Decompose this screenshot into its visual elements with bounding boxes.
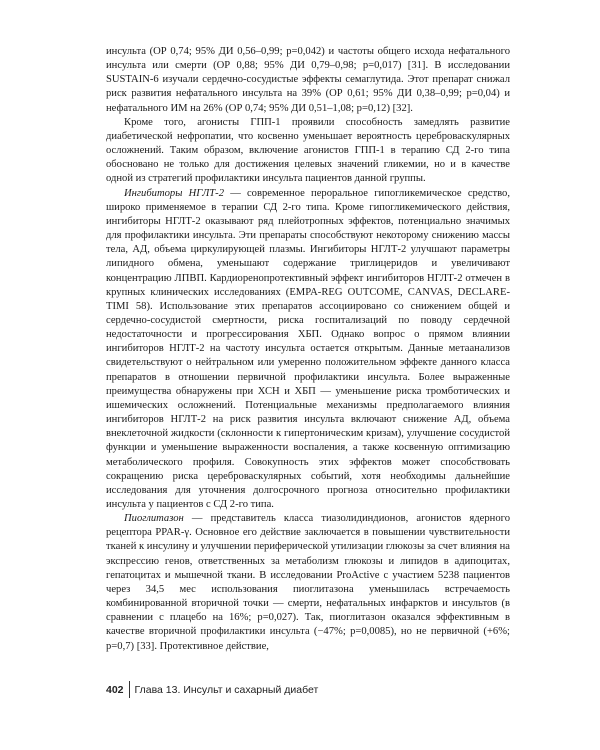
page-footer: [106, 681, 318, 698]
paragraph-text: — современное пероральное гипогликемическое средство, широко применяемое в терапии СД 2-го типа. Кроме гипогликемического действия, ингибиторы НГЛТ-2 оказывают ряд плейотропных эффектов, потенциально значимых для профилактики инсульта. Эти препараты способствуют некоторому снижению массы тела, АД, объема циркулирующей плазмы. Ингибиторы НГЛТ-2 улучшают параметры липидного обмена, уменьшают содержание триглицеридов и увеличивают концентрацию ЛПВП. Кардиоренопротективный эффект ингибиторов НГЛТ-2 отмечен в крупных клинических исследованиях (EMPA-REG OUTCOME, CANVAS, DECLARE-TIMI 58). Использование этих препаратов ассоциировано со снижением общей и сердечно-сосудистой смертности, риска госпитализаций по поводу сердечной недостаточности и прогрессирования ХБП. Однако вопрос о прямом влиянии ингибиторов НГЛТ-2 на частоту инсульта остается открытым. Данные метаанализов свидетельствуют о нейтральном или умеренно положительном эффекте данного класса препаратов в отношении первичной профилактики инсульта. Более выраженные преимущества обнаружены при ХСН и ХБП — уменьшение риска тромботических и ишемических осложнений. Потенциальные механизмы предполагаемого влияния ингибиторов НГЛТ-2 на риск развития инсульта включают снижение АД, объема внеклеточной жидкости (склонности к гипертоническим кризам), улучшение сосудистой функции и уменьшение выраженности воспаления, а также косвенную оптимизацию метаболического профиля. Совокупность этих эффектов может способствовать сокращению риска цереброваскулярных событий, хотя необходимы дальнейшие исследования для уточнения долгосрочного прогноза относительно профилактики инсульта у пациентов с СД 2-го типа.: [106, 187, 510, 510]
paragraph-text: инсульта (ОР 0,74; 95% ДИ 0,56–0,99; p=0,042) и частоты общего исхода нефатального инсульта или смерти (ОР 0,88; 95% ДИ 0,79–0,98; p=0,017) [31]. В исследовании SUSTAIN-6 изучали сердечно-сосудистые эффекты семаглутида. Этот препарат снижал риск развития нефатального инсульта на 39% (ОР 0,61; 95% ДИ 0,38–0,99; p=0,04) и нефатального ИМ на 26% (ОР 0,74; 95% ДИ 0,51–1,08; p=0,12) [32].: [106, 46, 510, 114]
paragraph-text: — представитель класса тиазолидиндионов, агонистов ядерного рецептора PPAR-γ. Основное его действие заключается в повышении чувствительности тканей к инсулину и улучшении периферической утилизации глюкозы за счет влияния на экспрессию генов, ответственных за метаболизм глюкозы и липидов в адипоцитах, гепатоцитах и мышечной ткани. В исследовании ProActive с участием 5238 пациентов через 34,5 мес использования пиоглитазона уменьшилась встречаемость комбинированной вторичной точки — смерти, нефатальных инфарктов и инсультов (в сравнении с плацебо на 16%; p=0,027). Так, пиоглитазон оказался эффективным в качестве вторичной профилактики инсульта (−47%; p=0,0085), но не первичной (+6%; p=0,7) [33]. Протективное действие,: [106, 513, 510, 652]
paragraph-pioglitazone: [106, 512, 510, 654]
footer-divider: [129, 681, 130, 698]
paragraph-glp1-results: [106, 45, 510, 116]
paragraph-sglt2-inhibitors: [106, 187, 510, 513]
chapter-title: Глава 13. Инсульт и сахарный диабет: [134, 683, 319, 696]
page-number: 402: [106, 683, 124, 696]
paragraph-glp1-conclusion: [106, 116, 510, 187]
paragraph-term: Ингибиторы НГЛТ-2: [124, 187, 224, 199]
paragraph-text: Кроме того, агонисты ГПП-1 проявили способность замедлять развитие диабетической нефропатии, что косвенно уменьшает вероятность цереброваскулярных осложнений. Таким образом, включение агонистов ГПП-1 в терапию СД 2-го типа обосновано не только для достижения целевых значений гликемии, но и в качестве одной из стратегий профилактики инсульта пациентов данной группы.: [106, 116, 510, 185]
paragraph-term: Пиоглитазон: [124, 513, 184, 525]
body-text: [106, 45, 510, 654]
